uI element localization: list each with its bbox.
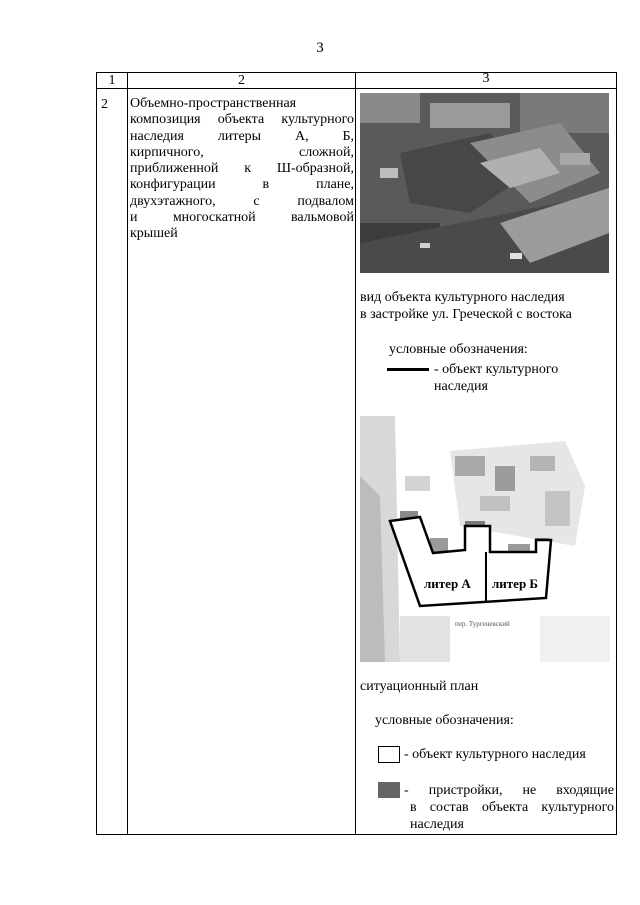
photo-caption: вид объекта культурного наследия в застройке ул. Греческой с востока [360,290,572,322]
legend-1-title: условные обозначения: [389,342,528,357]
header-col-3: 3 [482,71,490,86]
heritage-boundary-line-icon [387,368,429,371]
object-description: Объемно-пространственная композиция объекта культурного наследия литеры А, Б, кирпичного, сложной, приближенной к Ш-образной, конфигурации в плане, двухэтажного, с подвалом и многоскатной вальмовой крышей [130,96,354,242]
legend-2-item-1: - объект культурного наследия [404,747,586,762]
heritage-object-swatch-icon [378,746,400,763]
page-number: 3 [316,40,324,56]
plan-caption: ситуационный план [360,679,479,694]
legend-2-title: условные обозначения: [375,713,514,728]
plan-label-liter-b: литер Б [492,576,539,591]
row-number: 2 [101,97,108,112]
aerial-photo [360,93,609,273]
legend-1-item: - объект культурного наследия [434,362,559,394]
header-col-2: 2 [238,73,245,88]
plan-label-liter-a: литер А [424,576,471,591]
legend-2-item-2: - пристройки, не входящие в состав объекта культурного наследия [404,783,614,832]
annex-swatch-icon [378,782,400,798]
header-col-1: 1 [108,73,116,88]
situational-plan-map [360,416,610,662]
plan-street-label: пер. Тургеневский [455,620,510,628]
